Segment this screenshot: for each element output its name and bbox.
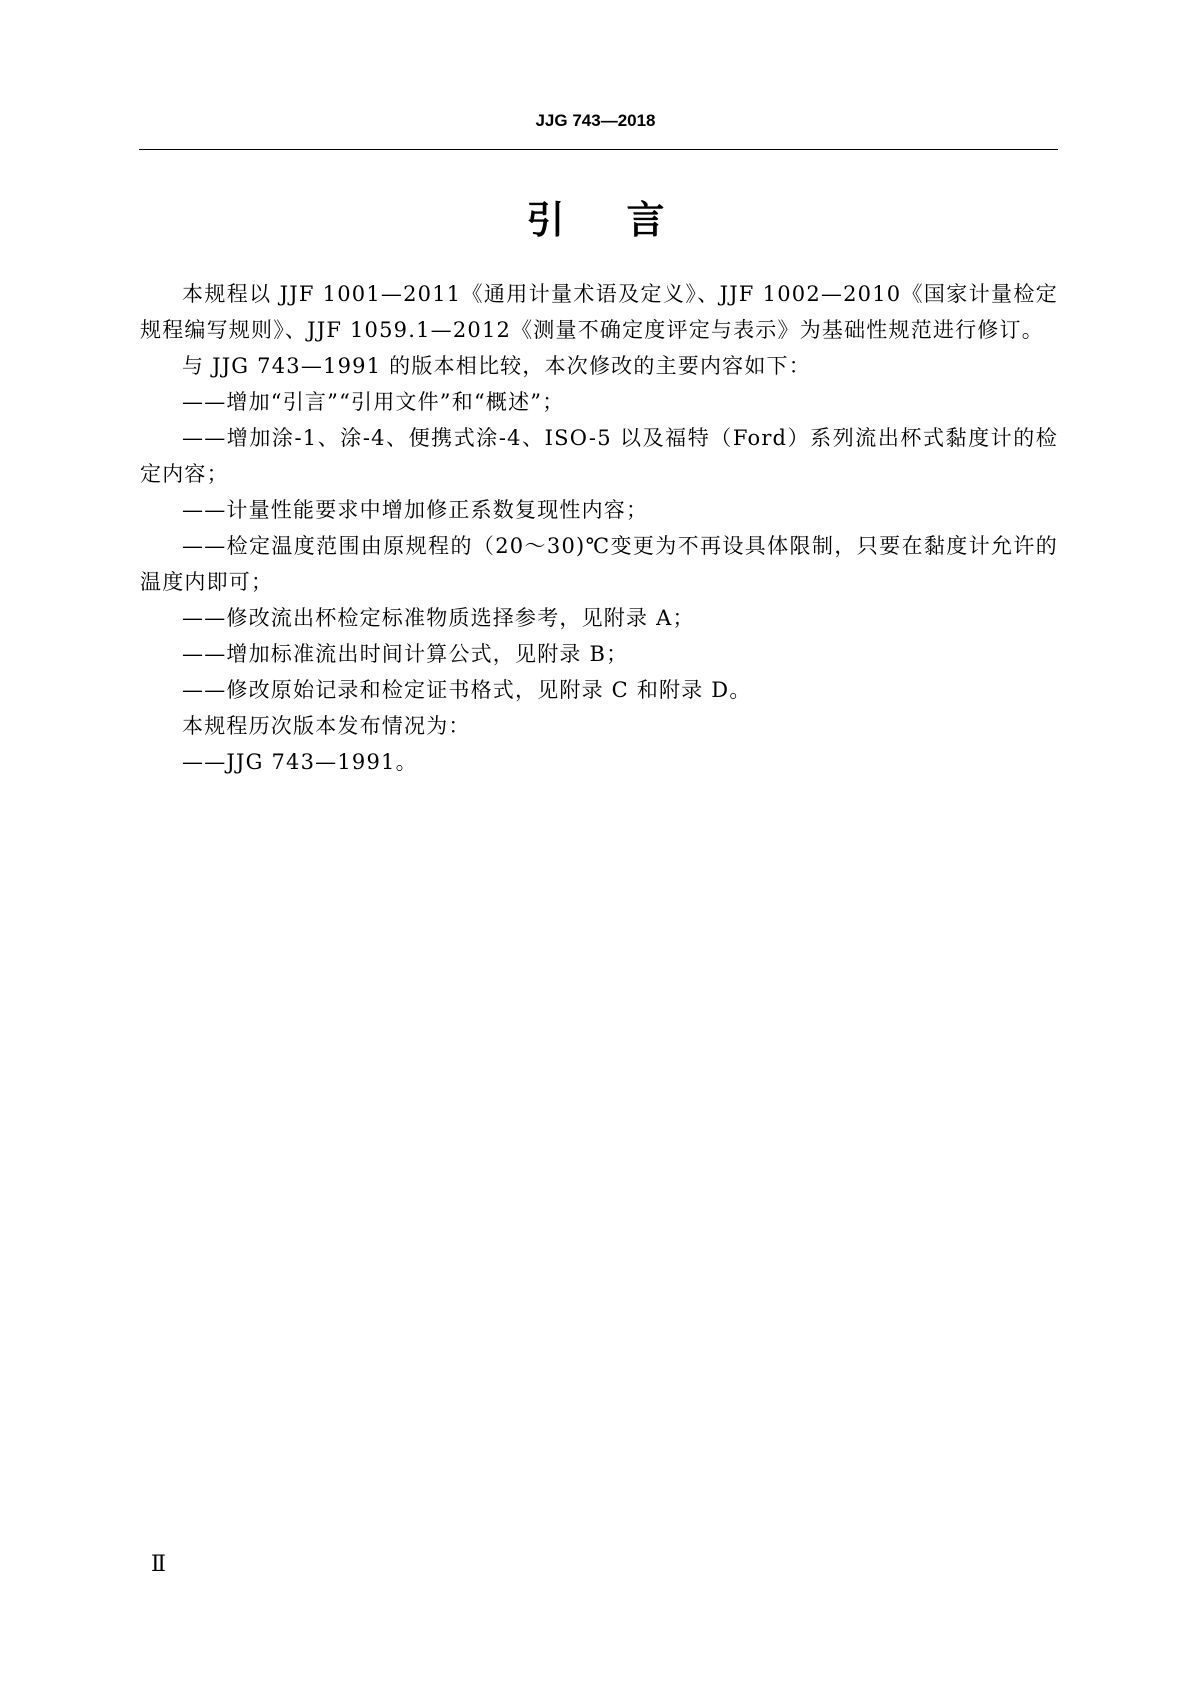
list-item-change: ——修改流出杯检定标准物质选择参考，见附录 A； (182, 606, 695, 630)
list-item-change: ——检定温度范围由原规程的（20～30)℃变更为不再设具体限制，只要在黏度计允许的温度内即可； (140, 534, 1058, 594)
list-item-change: ——修改原始记录和检定证书格式，见附录 C 和附录 D。 (182, 678, 752, 702)
paragraph-history-intro: 本规程历次版本发布情况为： (182, 714, 471, 738)
document-code-header: JJG 743—2018 (535, 111, 656, 130)
section-title: 引言 (526, 198, 727, 242)
list-item-history: ——JJG 743—1991。 (182, 750, 418, 774)
paragraph-basis: 本规程以 JJF 1001—2011《通用计量术语及定义》、JJF 1002—2010《国家计量检定规程编写规则》、JJF 1059.1—2012《测量不确定度评定与表示》为基础性规范进行修订。 (140, 282, 1058, 342)
list-item-change: ——增加“引言”“引用文件”和“概述”； (182, 390, 565, 414)
paragraph-changes-intro: 与 JJG 743—1991 的版本相比较，本次修改的主要内容如下： (182, 354, 811, 378)
header-divider (139, 149, 1058, 150)
page-number: Ⅱ (151, 1552, 166, 1577)
list-item-change: ——增加标准流出时间计算公式，见附录 B； (182, 642, 629, 666)
list-item-change: ——增加涂-1、涂-4、便携式涂-4、ISO-5 以及福特（Ford）系列流出杯式黏度计的检定内容； (140, 426, 1058, 486)
list-item-change: ——计量性能要求中增加修正系数复现性内容； (182, 498, 649, 522)
body-text (140, 276, 1058, 780)
